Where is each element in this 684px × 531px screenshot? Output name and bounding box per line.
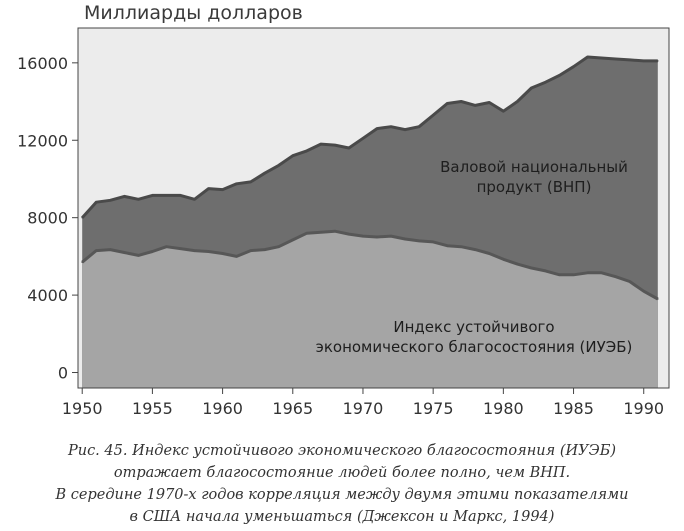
y-tick-label: 8000 [27,208,68,228]
caption-line-2: отражает благосостояние людей более полно, чем ВНП. [113,465,571,481]
data-point-isew [573,274,575,276]
data-point-gnp [81,217,83,219]
data-point-gnp [503,110,505,112]
data-point-isew [362,235,364,237]
data-point-gnp [404,129,406,131]
data-point-isew [446,245,448,247]
data-point-isew [348,233,350,235]
y-tick-label: 12000 [17,131,68,151]
data-point-gnp [643,60,645,62]
data-point-gnp [306,150,308,152]
data-point-gnp [376,128,378,130]
data-point-gnp [236,183,238,185]
data-point-isew [166,246,168,248]
data-point-gnp [208,188,210,190]
data-point-gnp [320,143,322,145]
data-point-isew [601,272,603,274]
data-point-isew [264,249,266,251]
data-point-gnp [264,172,266,174]
data-point-isew [208,251,210,253]
x-tick-label: 1970 [342,399,384,418]
data-point-gnp [194,198,196,200]
data-point-isew [657,298,659,300]
data-point-isew [615,276,617,278]
data-point-gnp [531,87,533,89]
data-point-gnp [250,181,252,183]
data-point-isew [236,256,238,258]
data-point-gnp [629,59,631,61]
caption-line-1: Рис. 45. Индекс устойчивого экономического благосостояния (ИУЭБ) [67,443,617,459]
data-point-isew [222,253,224,255]
data-point-isew [138,255,140,257]
data-point-isew [390,235,392,237]
data-point-isew [474,249,476,251]
x-tick-label: 1980 [482,399,524,418]
data-point-gnp [446,103,448,105]
x-tick-label: 1950 [61,399,103,418]
data-point-isew [545,270,547,272]
data-point-isew [109,249,111,251]
data-point-gnp [601,57,603,59]
data-point-gnp [222,189,224,191]
data-point-gnp [474,105,476,107]
data-point-isew [95,250,97,252]
data-point-gnp [278,165,280,167]
data-point-isew [587,272,589,274]
x-tick-label: 1960 [202,399,243,418]
data-point-isew [489,253,491,255]
data-point-isew [306,232,308,234]
data-point-gnp [95,201,97,203]
y-tick-label: 16000 [17,53,68,73]
data-point-gnp [573,66,575,68]
data-point-isew [376,236,378,238]
data-point-isew [432,241,434,243]
data-point-gnp [489,102,491,104]
data-point-isew [334,230,336,232]
data-point-gnp [180,195,182,197]
data-point-gnp [559,75,561,77]
data-point-isew [460,246,462,248]
y-tick-label: 4000 [27,286,68,306]
data-point-isew [81,261,83,263]
annotation-gnp-line: Валовой национальный [440,158,628,176]
data-point-isew [531,267,533,269]
data-point-gnp [109,199,111,201]
data-point-gnp [348,147,350,149]
data-point-isew [278,246,280,248]
data-point-isew [194,250,196,252]
annotation-gnp-line: продукт (ВНП) [476,178,592,196]
data-point-gnp [545,81,547,83]
data-point-gnp [460,101,462,103]
data-point-isew [643,290,645,292]
data-point-isew [292,239,294,241]
data-point-isew [180,248,182,250]
data-point-gnp [432,114,434,116]
data-point-isew [418,240,420,242]
x-tick-label: 1965 [272,399,314,418]
data-point-isew [503,258,505,260]
data-point-gnp [138,198,140,200]
data-point-isew [250,250,252,252]
x-tick-label: 1990 [623,399,665,418]
data-point-gnp [166,195,168,197]
data-point-gnp [517,101,519,103]
data-point-gnp [124,196,126,198]
data-point-gnp [418,126,420,128]
data-point-isew [559,274,561,276]
data-point-isew [517,263,519,265]
annotation-isew-line: Индекс устойчивого [393,318,555,336]
x-tick-label: 1985 [553,399,594,418]
data-point-gnp [390,126,392,128]
data-point-isew [152,251,154,253]
data-point-isew [404,238,406,240]
x-tick-label: 1955 [132,399,173,418]
data-point-gnp [292,155,294,157]
data-point-gnp [152,195,154,197]
caption-line-3: В середине 1970-х годов корреляция между двумя этими показателями [55,487,629,503]
data-point-isew [124,252,126,254]
x-tick-label: 1975 [412,399,454,418]
caption-line-4: в США начала уменьшаться (Джексон и Маркс, 1994) [129,509,555,525]
data-point-gnp [587,56,589,58]
data-point-gnp [334,144,336,146]
annotation-isew-line: экономического благосостояния (ИУЭБ) [315,338,633,356]
y-axis-label: Миллиарды долларов [84,2,303,24]
data-point-isew [320,231,322,233]
data-point-isew [629,281,631,283]
data-point-gnp [362,138,364,140]
data-point-gnp [615,58,617,60]
data-point-gnp [657,60,659,62]
y-tick-label: 0 [57,363,68,383]
figure-caption [0,440,684,528]
